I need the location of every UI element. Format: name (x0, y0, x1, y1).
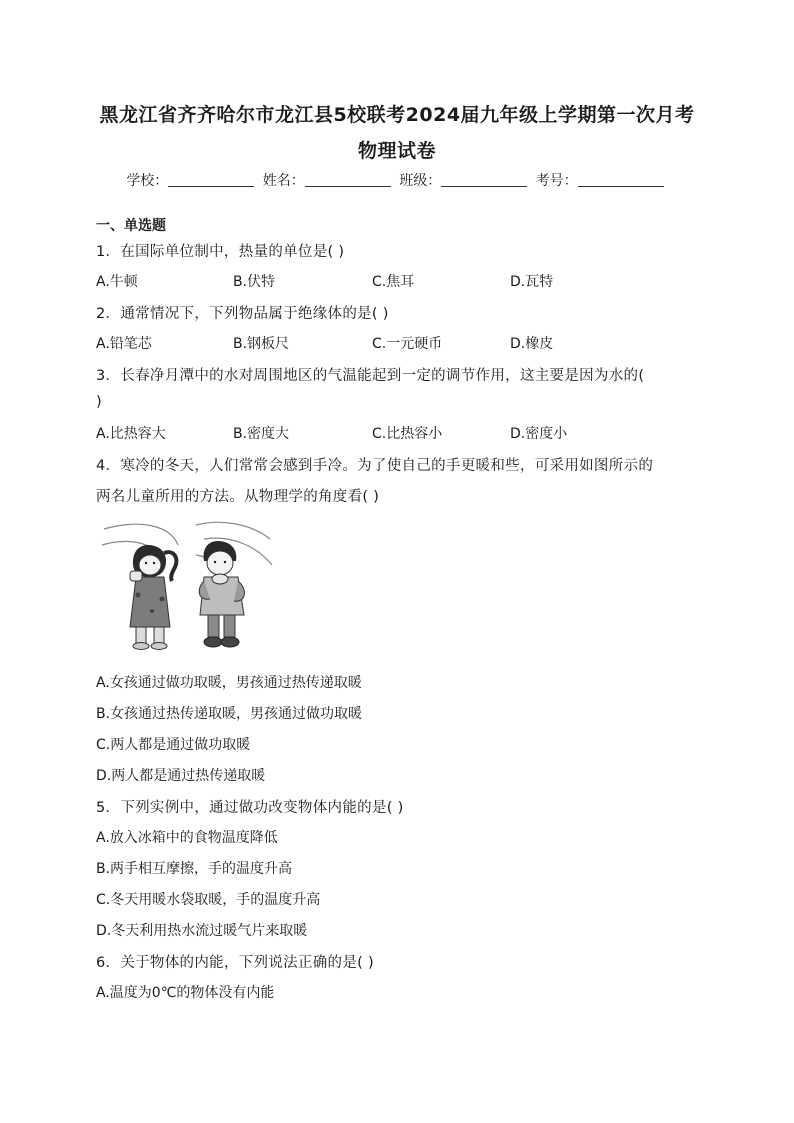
q1-option-b[interactable]: B.伏特 (233, 274, 276, 290)
school-blank[interactable] (168, 172, 254, 187)
question-3-stem: 3．长春净月潭中的水对周围地区的气温能起到一定的调节作用，这主要是因为水的( (96, 368, 645, 384)
q1-option-a[interactable]: A.牛顿 (96, 274, 138, 290)
question-4-stem-cont: 两名儿童所用的方法。从物理学的角度看( ) (96, 489, 380, 505)
q2-option-b[interactable]: B.钢板尺 (233, 336, 290, 352)
name-label: 姓名： (262, 173, 305, 189)
q5-option-d[interactable]: D.冬天利用热水流过暖气片来取暖 (96, 923, 308, 939)
question-3-stem-cont: ) (96, 394, 102, 410)
wind-lines (102, 522, 272, 575)
q5-option-b[interactable]: B.两手相互摩擦，手的温度升高 (96, 861, 293, 877)
q4-option-b[interactable]: B.女孩通过热传递取暖，男孩通过做功取暖 (96, 706, 363, 722)
class-label: 班级： (399, 173, 442, 189)
q4-option-a[interactable]: A.女孩通过做功取暖，男孩通过热传递取暖 (96, 675, 362, 691)
section-title: 一、单选题 (96, 218, 166, 234)
exam-title-line1: 黑龙江省齐齐哈尔市龙江县5校联考2024届九年级上学期第一次月考 (99, 104, 695, 126)
girl-figure (130, 545, 176, 650)
q3-option-a[interactable]: A.比热容大 (96, 426, 166, 442)
student-info-row (0, 170, 794, 190)
q5-option-a[interactable]: A.放入冰箱中的食物温度降低 (96, 830, 278, 846)
question-5-stem: 5．下列实例中，通过做功改变物体内能的是( ) (96, 800, 404, 816)
children-warming-hands-figure (100, 515, 276, 653)
school-label: 学校： (126, 173, 169, 189)
q2-option-a[interactable]: A.铅笔芯 (96, 336, 152, 352)
q5-option-c[interactable]: C.冬天用暖水袋取暖，手的温度升高 (96, 892, 321, 908)
q4-option-c[interactable]: C.两人都是通过做功取暖 (96, 737, 251, 753)
question-2-stem: 2．通常情况下，下列物品属于绝缘体的是( ) (96, 306, 389, 322)
q3-option-b[interactable]: B.密度大 (233, 426, 290, 442)
q6-option-a[interactable]: A.温度为0℃的物体没有内能 (96, 985, 275, 1001)
q2-option-d[interactable]: D.橡皮 (510, 336, 554, 352)
question-4-stem: 4．寒冷的冬天，人们常常会感到手冷。为了使自己的手更暖和些，可采用如图所示的 (96, 458, 654, 474)
question-1-stem: 1．在国际单位制中，热量的单位是( ) (96, 244, 345, 260)
name-blank[interactable] (305, 172, 391, 187)
exam-title-line2: 物理试卷 (357, 140, 436, 162)
class-blank[interactable] (441, 172, 527, 187)
boy-figure (199, 541, 244, 647)
q1-option-d[interactable]: D.瓦特 (510, 274, 554, 290)
exam-number-label: 考号： (535, 173, 578, 189)
q1-option-c[interactable]: C.焦耳 (372, 274, 415, 290)
q3-option-c[interactable]: C.比热容小 (372, 426, 443, 442)
question-6-stem: 6．关于物体的内能，下列说法正确的是( ) (96, 955, 374, 971)
exam-number-blank[interactable] (578, 172, 664, 187)
q3-option-d[interactable]: D.密度小 (510, 426, 568, 442)
q2-option-c[interactable]: C.一元硬币 (372, 336, 443, 352)
q4-option-d[interactable]: D.两人都是通过热传递取暖 (96, 768, 266, 784)
